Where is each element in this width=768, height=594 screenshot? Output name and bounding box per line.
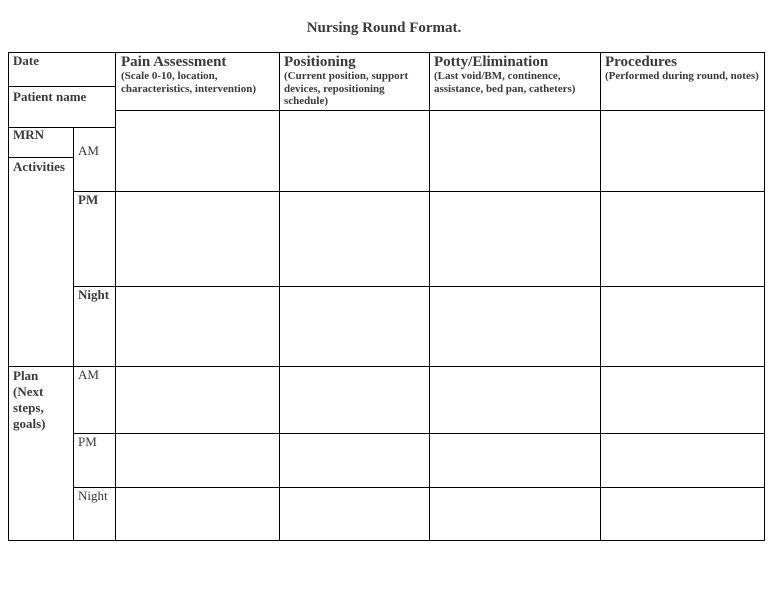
activities-label: Activities	[13, 159, 65, 174]
table-border-right	[764, 52, 765, 541]
divider-procedures-column	[600, 52, 601, 541]
mrn-label: MRN	[13, 127, 45, 142]
column-description: (Current position, support devices, repositioning schedule)	[284, 70, 409, 107]
page-title: Nursing Round Format.	[306, 20, 462, 36]
activities-night-label: Night	[78, 287, 110, 302]
divider-potty-column	[429, 52, 430, 541]
table-border-top	[8, 52, 765, 53]
divider-pain-column	[115, 52, 116, 541]
column-header-pain-assessment	[121, 54, 277, 95]
divider-activities-pm-night	[73, 286, 765, 287]
divider-activities-plan	[8, 366, 765, 367]
divider-header-row	[115, 110, 765, 111]
column-title: Positioning	[284, 54, 356, 70]
table-border-left	[8, 52, 9, 541]
divider-activities-am-pm	[73, 191, 765, 192]
plan-label: Plan (Next steps, goals)	[13, 368, 46, 431]
divider-plan-pm-night	[73, 487, 765, 488]
plan-night-label: Night	[78, 488, 108, 503]
divider-date-patient	[8, 86, 116, 87]
activities-am-label: AM	[78, 143, 99, 158]
divider-plan-am-pm	[73, 433, 765, 434]
column-description: (Last void/BM, continence, assistance, bed pan, catheters)	[434, 70, 576, 95]
plan-am-label: AM	[78, 367, 99, 382]
column-title: Procedures	[605, 54, 677, 70]
divider-positioning-column	[279, 52, 280, 541]
patient-name-label: Patient name	[13, 89, 87, 104]
plan-pm-label: PM	[78, 434, 97, 449]
column-header-positioning	[284, 54, 426, 108]
date-label: Date	[13, 53, 39, 68]
column-header-potty-elimination	[434, 54, 598, 95]
divider-time-column	[73, 127, 74, 541]
column-title: Pain Assessment	[121, 54, 227, 70]
column-description: (Scale 0-10, location, characteristics, intervention)	[121, 70, 257, 95]
column-description: (Performed during round, notes)	[605, 70, 759, 82]
table-border-bottom	[8, 540, 765, 541]
column-title: Potty/Elimination	[434, 54, 549, 70]
column-header-procedures	[605, 54, 761, 83]
divider-mrn-activities	[8, 157, 74, 158]
activities-pm-label: PM	[78, 192, 99, 207]
